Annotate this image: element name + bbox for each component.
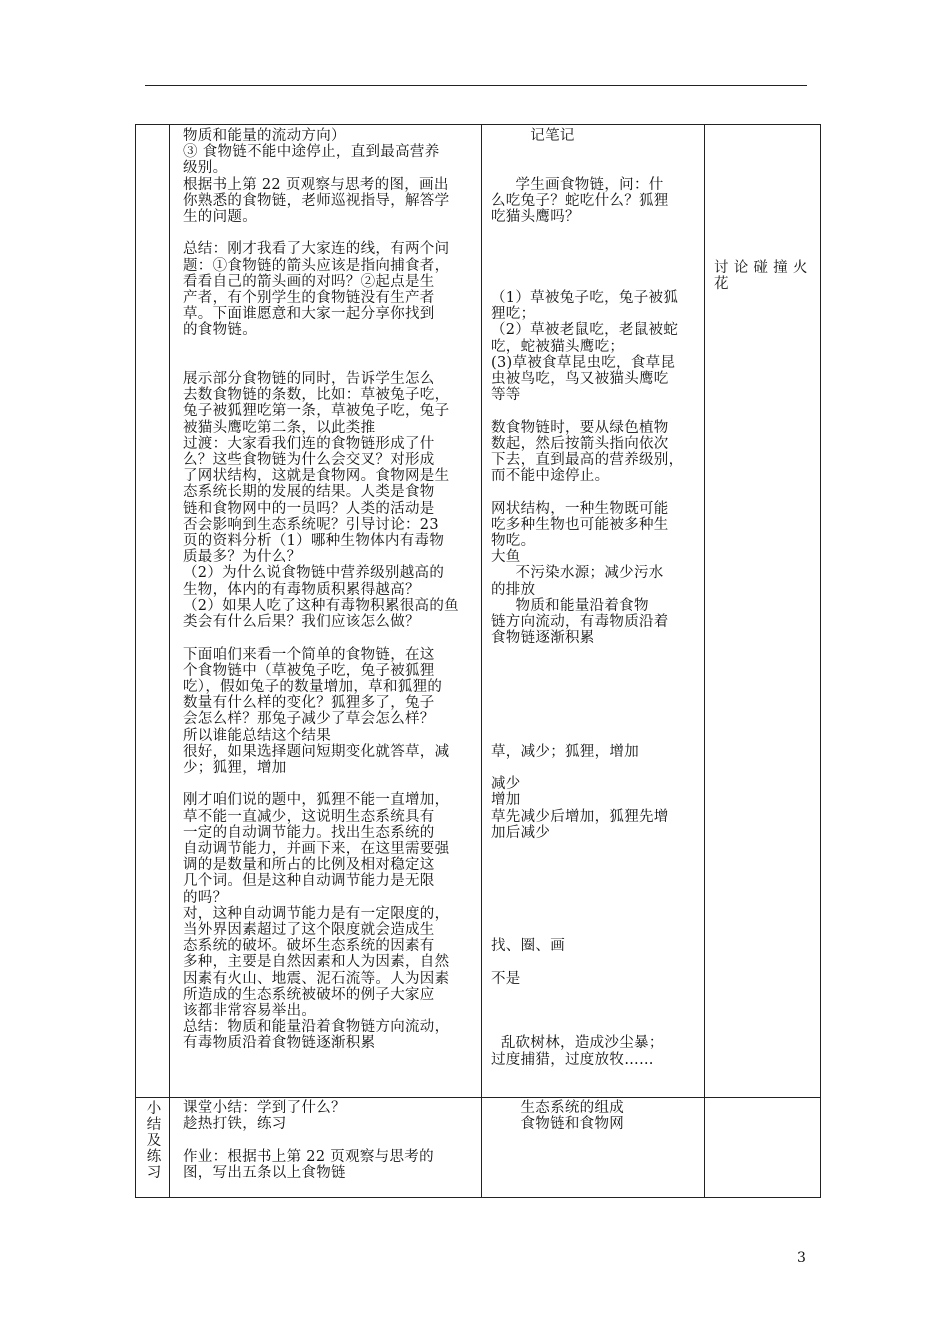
text-line — [491, 679, 703, 695]
text-line: 吃猫头鹰吗？ — [491, 209, 580, 226]
text-line: 所造成的生态系统被破坏的例子大家应 — [183, 986, 435, 1003]
text-line: 有毒物质沿着食物链逐渐积累 — [183, 1035, 376, 1052]
side-label-char: 习 — [146, 1165, 162, 1181]
header-rule — [145, 85, 807, 86]
summary-student-cell — [491, 1100, 703, 1132]
text-line: 生态系统的组成 — [491, 1100, 625, 1116]
text-line — [183, 339, 479, 355]
text-line — [491, 274, 703, 290]
text-line: 自动调节能力，并画下来，在这里需要强 — [183, 840, 450, 857]
text-line: （2）为什么说食物链中营养级别越高的 — [183, 565, 445, 582]
text-line: 等等 — [491, 387, 521, 404]
text-line: 数量有什么样的变化？狐狸多了，兔子 — [183, 695, 435, 712]
text-line: 食物链逐渐积累 — [491, 630, 595, 647]
text-line: 几个词。但是这种自动调节能力是无限 — [183, 873, 435, 890]
text-line — [491, 663, 703, 679]
text-line: 不是 — [491, 970, 521, 987]
text-line: 总结：刚才我看了大家连的线，有两个问 — [183, 241, 450, 258]
text-line: 学生画食物链，问：什 — [491, 176, 664, 193]
text-line — [491, 857, 703, 873]
text-line: 吃，蛇被猫头鹰吃； — [491, 338, 625, 355]
summary-teacher-cell — [183, 1100, 479, 1181]
text-line: 类会有什么后果？我们应该怎么做？ — [183, 614, 420, 631]
summary-practice-label — [142, 1101, 166, 1181]
text-line: 少；狐狸，增加 — [183, 759, 287, 776]
text-line: 乱砍树林，造成沙尘暴； — [491, 1035, 664, 1052]
text-line: 的食物链。 — [183, 322, 257, 339]
text-line: 不污染水源；减少污水 — [491, 565, 664, 582]
text-line — [491, 873, 703, 889]
text-line — [183, 225, 479, 241]
text-line: 级别。 — [183, 160, 228, 177]
text-line: 记笔记 — [491, 128, 575, 144]
text-line: 物质和能量的流动方向） — [183, 128, 346, 144]
text-line: 的吗？ — [183, 889, 228, 906]
text-line: 链方向流动，有毒物质沿着 — [491, 614, 669, 631]
text-line: 吃），假如兔子的数量增加，草和狐狸的 — [183, 678, 443, 695]
text-line — [491, 258, 703, 274]
text-line: 所以谁能总结这个结果 — [183, 727, 331, 744]
text-line — [491, 160, 703, 176]
text-line: 吃多种生物也可能被多种生 — [491, 516, 669, 533]
text-line: 趁热打铁，练习 — [183, 1116, 287, 1133]
text-line: 对，这种自动调节能力是有一定限度的， — [183, 905, 450, 922]
text-line — [491, 890, 703, 906]
text-line: 花 — [714, 276, 729, 293]
text-line: 增加 — [491, 792, 521, 809]
table-divider — [704, 125, 705, 1197]
text-line: 会怎么样？那兔子减少了草会怎么样？ — [183, 711, 435, 728]
text-line — [491, 241, 703, 257]
text-line — [491, 711, 703, 727]
side-label-char: 及 — [146, 1133, 162, 1149]
text-line: 草。下面谁愿意和大家一起分享你找到 — [183, 306, 435, 323]
text-line — [491, 1019, 703, 1035]
table-divider — [169, 125, 170, 1197]
text-line — [491, 922, 703, 938]
text-line: ③ 食物链不能中途停止，直到最高营养 — [183, 144, 440, 161]
lesson-table — [135, 124, 821, 1198]
text-line: 很好，如果选择题问短期变化就答草，减 — [183, 743, 450, 760]
text-line: 总结：物质和能量沿着食物链方向流动， — [183, 1019, 450, 1036]
text-line: 态系统长期的发展的结果。人类是食物 — [183, 484, 435, 501]
text-line: 个食物链中（草被兔子吃，兔子被狐狸 — [183, 662, 435, 679]
text-line: 草不能一直减少，这说明生态系统具有 — [183, 808, 435, 825]
table-divider — [481, 125, 482, 1197]
text-line: 物质和能量沿着食物 — [491, 597, 649, 614]
text-line — [491, 695, 703, 711]
text-line — [491, 1003, 703, 1019]
text-line: 草先减少后增加，狐狸先增 — [491, 808, 669, 825]
design-intent-cell — [714, 260, 818, 292]
text-line — [491, 954, 703, 970]
text-line — [491, 906, 703, 922]
text-line: 去数食物链的条数，比如：草被兔子吃， — [183, 387, 450, 404]
page-number: 3 — [797, 1250, 806, 1266]
text-line: 生的问题。 — [183, 209, 257, 226]
text-line: 页的资料分析（1）哪种生物体内有毒物 — [183, 533, 445, 550]
text-line: 大鱼 — [491, 549, 521, 566]
text-line: 草，减少；狐狸，增加 — [491, 743, 639, 760]
text-line: 多种，主要是自然因素和人为因素，自然 — [183, 954, 450, 971]
text-line: 看看自己的箭头画的对吗？②起点是生 — [183, 273, 435, 290]
text-line: 加后减少 — [491, 824, 551, 841]
text-line: （1）草被兔子吃，兔子被狐 — [491, 290, 679, 307]
text-line: 物吃。 — [491, 533, 536, 550]
text-line — [491, 841, 703, 857]
text-line: 题：①食物链的箭头应该是指向捕食者， — [183, 257, 450, 274]
text-line: 兔子被狐狸吃第一条，草被兔子吃，兔子 — [183, 403, 450, 420]
text-line: 的排放 — [491, 581, 536, 598]
text-line: 找、圈、画 — [491, 938, 565, 955]
text-line: 该都非常容易举出。 — [183, 1002, 317, 1019]
text-line: 下去，直到最高的营养级别， — [491, 452, 684, 469]
text-line — [491, 403, 703, 419]
text-line: 产者，有个别学生的食物链没有生产者 — [183, 290, 435, 307]
text-line: 态系统的破坏。破坏生态系统的因素有 — [183, 938, 435, 955]
text-line: 狸吃； — [491, 306, 536, 323]
text-line: 质最多？为什么？ — [183, 549, 302, 566]
text-line: 数起，然后按箭头指向依次 — [491, 435, 669, 452]
text-line: 下面咱们来看一个简单的食物链，在这 — [183, 646, 435, 663]
text-line: 过渡：大家看我们连的食物链形成了什 — [183, 435, 435, 452]
text-line — [491, 144, 703, 160]
text-line: 当外界因素超过了这个限度就会造成生 — [183, 921, 435, 938]
side-label-char: 小 — [146, 1101, 162, 1117]
text-line: 网状结构，一种生物既可能 — [491, 500, 669, 517]
text-line: 调的是数量和所占的比例及相对稳定这 — [183, 857, 435, 874]
text-line: 过度捕猎，过度放牧…… — [491, 1051, 654, 1068]
teacher-activity-cell — [183, 128, 479, 1052]
text-line: 根据书上第 22 页观察与思考的图，画出 — [183, 176, 449, 193]
text-line: 虫被鸟吃，鸟又被猫头鹰吃 — [491, 371, 669, 388]
text-line: 作业：根据书上第 22 页观察与思考的 — [183, 1148, 434, 1165]
text-line: 展示部分食物链的同时，告诉学生怎么 — [183, 371, 435, 388]
text-line: 讨 论 碰 撞 火 — [714, 260, 808, 276]
text-line: 食物链和食物网 — [491, 1116, 625, 1133]
text-line: 减少 — [491, 776, 521, 793]
text-line: 数食物链时，要从绿色植物 — [491, 419, 669, 436]
text-line: 否会影响到生态系统呢？引导讨论：23 — [183, 516, 439, 533]
text-line: 因素有火山、地震、泥石流等。人为因素 — [183, 970, 450, 987]
text-line — [183, 776, 479, 792]
text-line — [491, 225, 703, 241]
text-line — [491, 647, 703, 663]
text-line: （2）如果人吃了这种有毒物积累很高的鱼 — [183, 597, 459, 614]
text-line — [491, 484, 703, 500]
side-label-char: 练 — [146, 1149, 162, 1165]
text-line: 而不能中途停止。 — [491, 468, 610, 485]
text-line: 了网状结构，这就是食物网。食物网是生 — [183, 468, 450, 485]
text-line: 课堂小结：学到了什么？ — [183, 1100, 346, 1116]
text-line — [491, 728, 703, 744]
text-line: (3)草被食草昆虫吃，食草昆 — [491, 354, 676, 371]
text-line — [183, 1132, 479, 1148]
text-line: 么吃兔子？蛇吃什么？狐狸 — [491, 192, 669, 209]
text-line: 你熟悉的食物链，老师巡视指导，解答学 — [183, 192, 450, 209]
text-line — [491, 760, 703, 776]
text-line: （2）草被老鼠吃，老鼠被蛇 — [491, 322, 679, 339]
table-row-divider — [136, 1097, 820, 1098]
text-line: 一定的自动调节能力。找出生态系统的 — [183, 824, 435, 841]
text-line — [183, 355, 479, 371]
text-line — [183, 630, 479, 646]
text-line: 链和食物网中的一员吗？人类的活动是 — [183, 500, 435, 517]
side-label-char: 结 — [146, 1117, 162, 1133]
student-activity-cell — [491, 128, 703, 1068]
text-line: 图，写出五条以上食物链 — [183, 1164, 346, 1181]
text-line: 被猫头鹰吃第二条，以此类推 — [183, 419, 376, 436]
text-line: 生物，体内的有毒物质积累得越高？ — [183, 581, 420, 598]
text-line — [491, 987, 703, 1003]
text-line: 刚才咱们说的题中，狐狸不能一直增加， — [183, 792, 450, 809]
text-line: 么？这些食物链为什么会交叉？对形成 — [183, 452, 435, 469]
